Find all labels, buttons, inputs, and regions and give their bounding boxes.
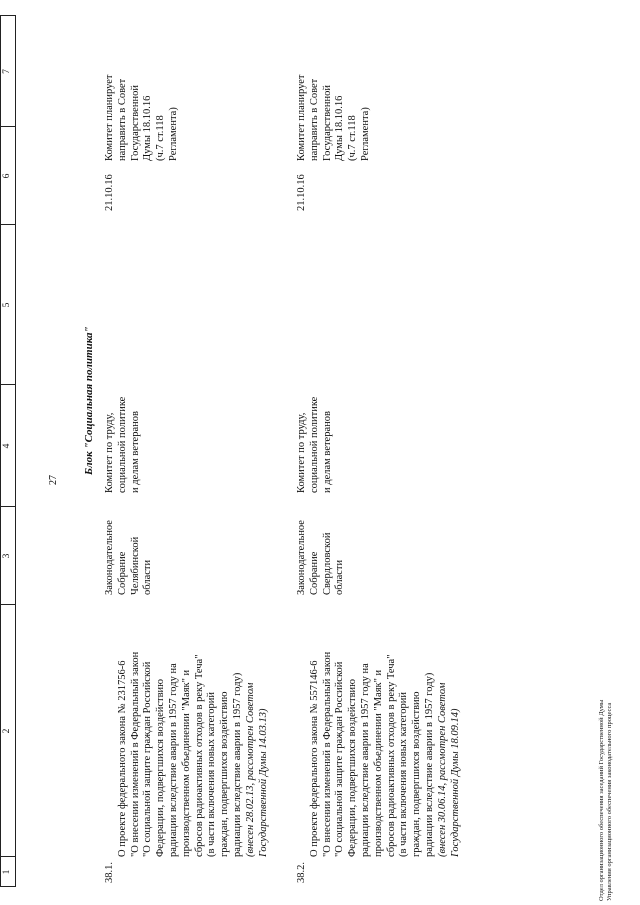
column-number: 1 <box>2 869 12 875</box>
column-number: 4 <box>2 443 12 449</box>
column-number: 6 <box>2 173 12 179</box>
section-title: Блок "Социальная политика" <box>83 326 95 475</box>
bill-title <box>296 602 475 857</box>
bill-note: (внесен 28.02.13, рассмотрен Советом Государственной Думы 14.03.13) <box>244 682 269 857</box>
bill-author: Законодательное Собрание Челябинской области <box>104 520 154 595</box>
footer-line: Отдел организационного обеспечения заседаний Государственной Думы <box>598 699 605 901</box>
bill-title <box>104 602 283 857</box>
footer-line: Управления организационного обеспечения законодательного процесса <box>606 702 613 901</box>
header-bottom-line <box>15 15 16 887</box>
row-number: 38.2. <box>296 862 307 883</box>
page-number: 27 <box>48 475 59 485</box>
responsible-committee: Комитет по труду, социальной политике и делам ветеранов <box>104 396 141 493</box>
date: 21.10.16 <box>296 174 307 211</box>
bill-title-text: О проекте федерального закона № 557146-6 "О внесении изменений в Федеральный закон "О социальной защите граждан Российской Федерации, подвергшихся воздействию радиации вследствие аварии в 1957 году на производственном объединении "Маяк" и сбросов радиоактивных отходов в реку Теча" (в части включения новых категорий граждан, подвергшихся воздействию радиации вследствие аварии в 1957 году) <box>308 651 435 857</box>
row-number: 38.1. <box>104 862 115 883</box>
column-number: 3 <box>2 553 12 559</box>
responsible-committee: Комитет по труду, социальной политике и делам ветеранов <box>296 396 333 493</box>
column-number: 7 <box>2 69 12 74</box>
header-top-line <box>0 15 1 887</box>
bill-title-text: О проекте федерального закона № 231756-6 "О внесении изменений в Федеральный закон "О социальной защите граждан Российской Федерации, подвергшихся воздействию радиации вследствие аварии в 1957 году на производственном объединении "Маяк" и сбросов радиоактивных отходов в реку Теча" (в части включения новых категорий граждан, подвергшихся воздействию радиации вследствие аварии в 1957 году) <box>116 651 243 857</box>
date: 21.10.16 <box>104 174 115 211</box>
column-number: 2 <box>2 728 12 734</box>
column-number: 5 <box>2 302 12 308</box>
status: Комитет планирует направить в Совет Государственной Думы 18.10.16 (ч.7 ст.118 Регламента) <box>296 74 371 161</box>
bill-note: (внесен 30.06.14, рассмотрен Советом Государственной Думы 18.09.14) <box>436 682 461 857</box>
bill-author: Законодательное Собрание Свердловской области <box>296 520 346 595</box>
status: Комитет планирует направить в Совет Государственной Думы 18.10.16 (ч.7 ст.118 Регламента) <box>104 74 179 161</box>
